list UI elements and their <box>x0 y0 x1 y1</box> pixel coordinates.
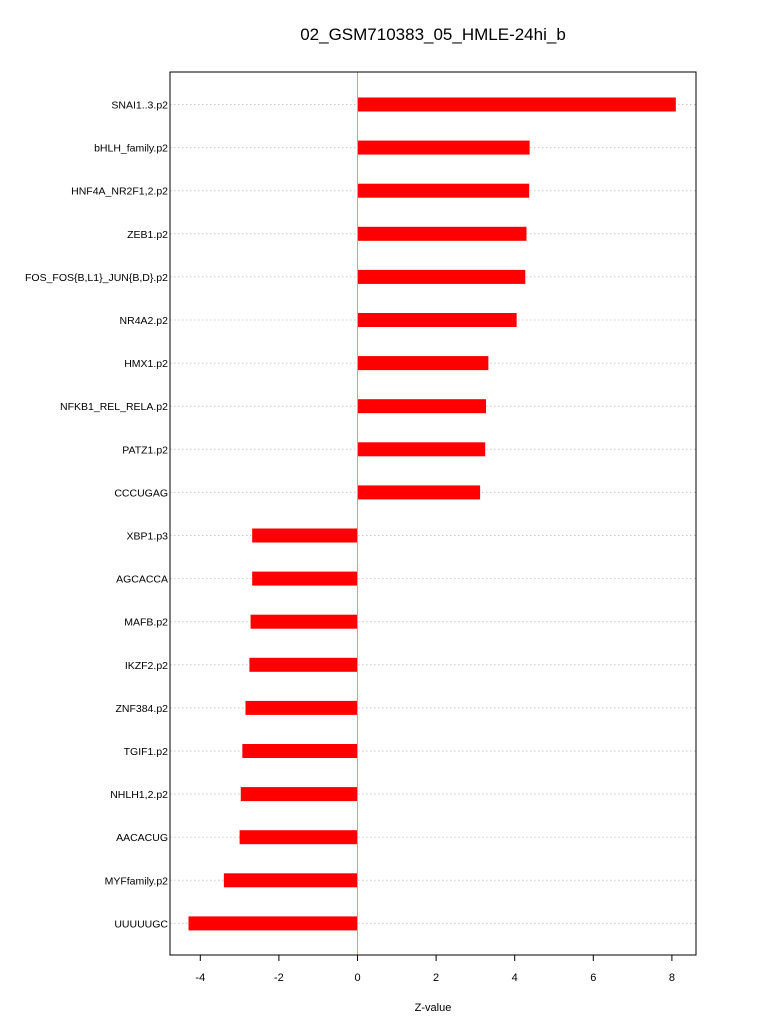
x-tick-label: 2 <box>433 972 440 984</box>
category-label: HMX1.p2 <box>124 358 168 371</box>
category-label: MYFfamily.p2 <box>104 875 168 888</box>
category-label: FOS_FOS{B,L1}_JUN{B,D}.p2 <box>25 271 168 284</box>
category-label: PATZ1.p2 <box>122 444 168 457</box>
bar-13 <box>251 615 358 629</box>
bar-2 <box>358 141 530 155</box>
category-labels <box>25 100 168 931</box>
bar-12 <box>252 572 357 586</box>
bar-4 <box>358 227 527 241</box>
category-label: MAFB.p2 <box>124 616 168 629</box>
bar-19 <box>224 873 358 887</box>
bar-20 <box>189 916 358 930</box>
chart-title: 02_GSM710383_05_HMLE-24hi_b <box>300 25 566 44</box>
bar-9 <box>358 442 486 456</box>
bar-11 <box>252 529 357 543</box>
bar-14 <box>249 658 357 672</box>
bar-10 <box>358 485 481 499</box>
x-tick-label: 0 <box>354 972 361 984</box>
bar-7 <box>358 356 489 370</box>
category-label: AGCACCA <box>116 573 168 586</box>
bar-1 <box>358 98 676 112</box>
x-axis-label: Z-value <box>414 1002 452 1014</box>
x-tick-label: 6 <box>590 972 597 984</box>
x-axis <box>195 955 675 984</box>
category-label: CCCUGAG <box>114 487 168 500</box>
category-label: ZEB1.p2 <box>127 228 168 241</box>
bar-8 <box>358 399 487 413</box>
bar-16 <box>242 744 357 758</box>
bar-18 <box>240 830 358 844</box>
category-label: NR4A2.p2 <box>119 315 168 327</box>
category-label: AACACUG <box>116 832 168 845</box>
category-label: NHLH1,2.p2 <box>110 789 168 802</box>
category-label: SNAI1..3.p2 <box>111 99 168 112</box>
x-tick-label: 4 <box>511 972 518 984</box>
bar-layer <box>189 72 676 955</box>
x-tick-label: 8 <box>668 972 675 984</box>
category-label: TGIF1.p2 <box>123 746 168 758</box>
category-label: UUUUUGC <box>114 918 168 931</box>
category-label: HNF4A_NR2F1,2.p2 <box>71 185 168 198</box>
category-label: XBP1.p3 <box>126 530 168 543</box>
category-label: ZNF384.p2 <box>115 702 168 715</box>
bar-6 <box>358 313 517 327</box>
category-label: IKZF2.p2 <box>124 659 168 672</box>
bar-17 <box>241 787 358 801</box>
bar-5 <box>358 270 526 284</box>
x-tick-label: -4 <box>195 972 206 984</box>
category-label: bHLH_family.p2 <box>94 142 168 155</box>
x-tick-label: -2 <box>274 972 284 984</box>
plot-frame <box>170 72 696 955</box>
category-label: NFKB1_REL_RELA.p2 <box>60 401 168 414</box>
bar-15 <box>245 701 357 715</box>
bar-3 <box>358 184 530 198</box>
